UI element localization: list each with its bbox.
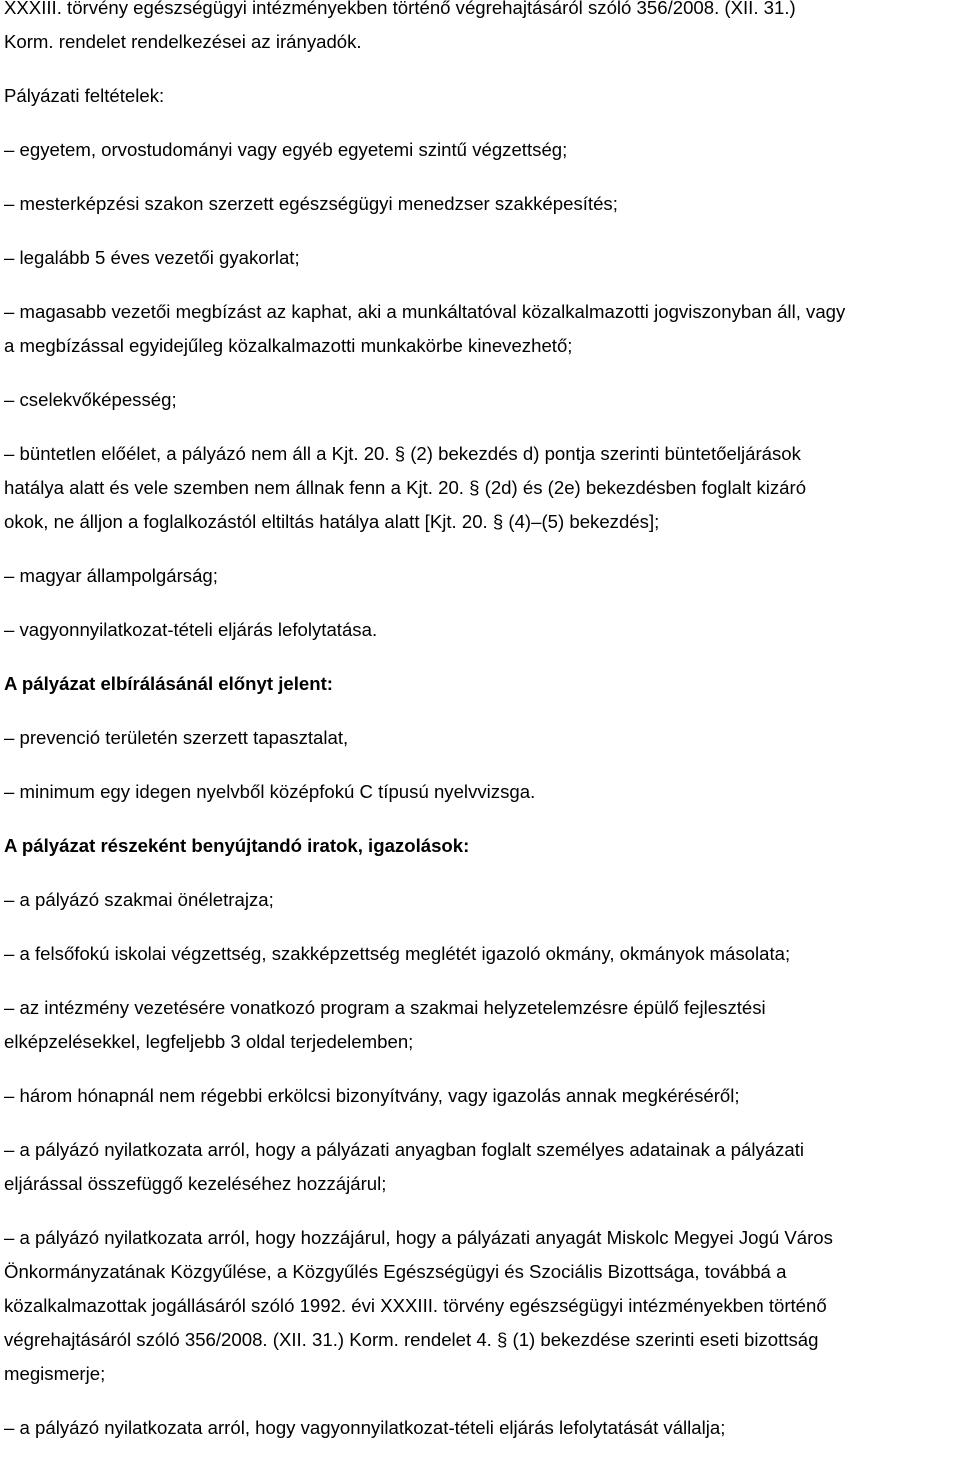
conditions-heading-paragraph xyxy=(4,79,958,113)
list-item-line: – három hónapnál nem régebbi erkölcsi bizonyítvány, vagy igazolás annak megkéréséről; xyxy=(4,1085,740,1106)
list-item-line: elképzelésekkel, legfeljebb 3 oldal terjedelemben; xyxy=(4,1031,414,1052)
list-item-line: – egyetem, orvostudományi vagy egyéb egyetemi szintű végzettség; xyxy=(4,139,568,160)
intro-line: Korm. rendelet rendelkezései az irányadók. xyxy=(4,31,362,52)
list-item-line: megismerje; xyxy=(4,1363,106,1384)
list-item-line: – magasabb vezetői megbízást az kaphat, aki a munkáltatóval közalkalmazotti jogviszonyban áll, vagy xyxy=(4,301,846,322)
list-item xyxy=(4,937,958,971)
list-item xyxy=(4,133,958,167)
list-item xyxy=(4,187,958,221)
advantages-heading-paragraph xyxy=(4,667,958,701)
list-item xyxy=(4,1221,958,1391)
list-item xyxy=(4,1079,958,1113)
list-item xyxy=(4,241,958,275)
list-item-line: eljárással összefüggő kezeléséhez hozzájárul; xyxy=(4,1173,387,1194)
list-item-line: végrehajtásáról szóló 356/2008. (XII. 31.) Korm. rendelet 4. § (1) bekezdése szerinti eseti bizottság xyxy=(4,1329,819,1350)
list-item xyxy=(4,383,958,417)
list-item xyxy=(4,295,958,363)
intro-paragraph xyxy=(4,0,958,59)
advantages-heading: A pályázat elbírálásánál előnyt jelent: xyxy=(4,673,333,694)
list-item-line: Önkormányzatának Közgyűlése, a Közgyűlés Egészségügyi és Szociális Bizottsága, továbbá a xyxy=(4,1261,787,1282)
list-item-line: – a pályázó nyilatkozata arról, hogy hozzájárul, hogy a pályázati anyagát Miskolc Megyei Jogú Város xyxy=(4,1227,833,1248)
list-item-line: – a pályázó nyilatkozata arról, hogy a pályázati anyagban foglalt személyes adatainak a pályázati xyxy=(4,1139,805,1160)
list-item-line: okok, ne álljon a foglalkozástól eltiltás hatálya alatt [Kjt. 20. § (4)–(5) bekezdés]; xyxy=(4,511,660,532)
list-item xyxy=(4,437,958,539)
list-item xyxy=(4,1411,958,1445)
list-item xyxy=(4,1133,958,1201)
list-item-line: – a felsőfokú iskolai végzettség, szakképzettség meglétét igazoló okmány, okmányok másolata; xyxy=(4,943,791,964)
conditions-list xyxy=(4,133,958,647)
list-item-line: a megbízással egyidejűleg közalkalmazotti munkakörbe kinevezhető; xyxy=(4,335,573,356)
documents-list xyxy=(4,883,958,1445)
list-item-line: – büntetlen előélet, a pályázó nem áll a Kjt. 20. § (2) bekezdés d) pontja szerinti büntetőeljárások xyxy=(4,443,801,464)
list-item-line: – a pályázó nyilatkozata arról, hogy vagyonnyilatkozat-tételi eljárás lefolytatását vállalja; xyxy=(4,1417,726,1438)
list-item-line: – cselekvőképesség; xyxy=(4,389,177,410)
documents-heading: A pályázat részeként benyújtandó iratok, igazolások: xyxy=(4,835,470,856)
conditions-heading: Pályázati feltételek: xyxy=(4,85,165,106)
list-item-line: – az intézmény vezetésére vonatkozó program a szakmai helyzetelemzésre épülő fejlesztési xyxy=(4,997,766,1018)
list-item-line: – legalább 5 éves vezetői gyakorlat; xyxy=(4,247,300,268)
list-item-line: – prevenció területén szerzett tapasztalat, xyxy=(4,727,349,748)
list-item-line: – mesterképzési szakon szerzett egészségügyi menedzser szakképesítés; xyxy=(4,193,618,214)
list-item-line: – vagyonnyilatkozat-tételi eljárás lefolytatása. xyxy=(4,619,378,640)
document-page xyxy=(4,0,958,1465)
advantages-list xyxy=(4,721,958,809)
list-item xyxy=(4,775,958,809)
list-item-line: – minimum egy idegen nyelvből középfokú C típusú nyelvvizsga. xyxy=(4,781,536,802)
list-item-line: – magyar állampolgárság; xyxy=(4,565,218,586)
intro-line: XXXIII. törvény egészségügyi intézményekben történő végrehajtásáról szóló 356/2008. (XII. 31.) xyxy=(4,0,796,18)
list-item xyxy=(4,991,958,1059)
list-item-line: – a pályázó szakmai önéletrajza; xyxy=(4,889,274,910)
list-item xyxy=(4,613,958,647)
list-item xyxy=(4,721,958,755)
list-item-line: hatálya alatt és vele szemben nem állnak fenn a Kjt. 20. § (2d) és (2e) bekezdésben foglalt kizáró xyxy=(4,477,807,498)
list-item-line: közalkalmazottak jogállásáról szóló 1992. évi XXXIII. törvény egészségügyi intézményekben történő xyxy=(4,1295,827,1316)
documents-heading-paragraph xyxy=(4,829,958,863)
list-item xyxy=(4,883,958,917)
list-item xyxy=(4,559,958,593)
